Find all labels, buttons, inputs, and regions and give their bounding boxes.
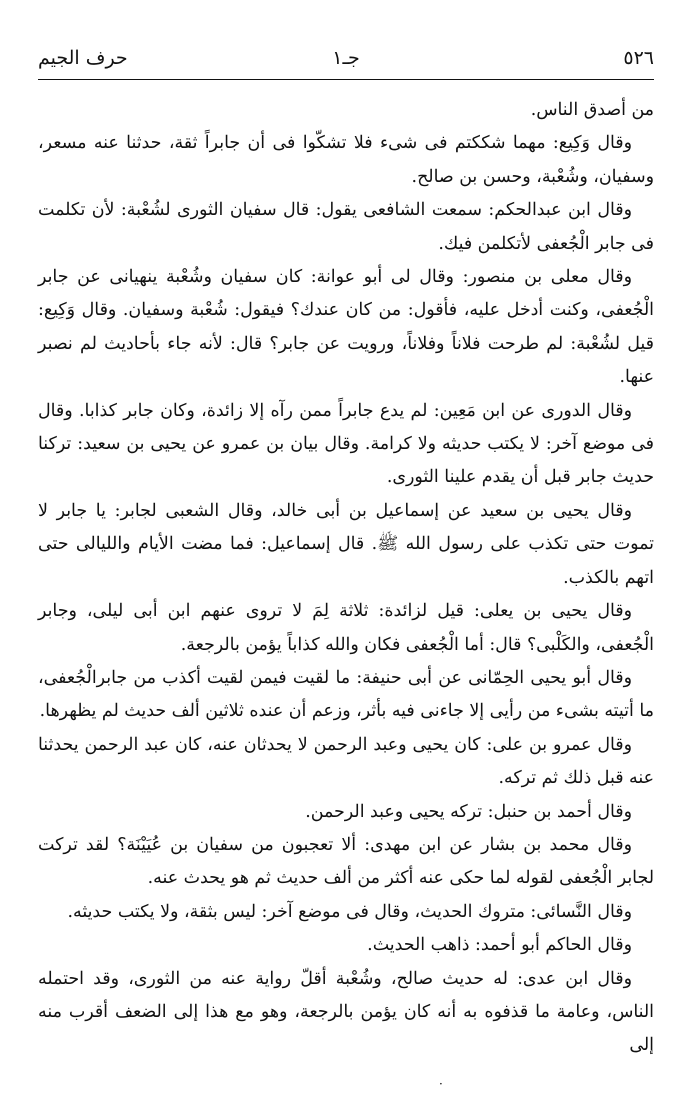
body-text <box>38 94 654 1063</box>
page-number: ٥٢٦ <box>623 47 654 69</box>
paragraph: وقال الحاكم أبو أحمد: ذاهب الحديث. <box>367 935 632 956</box>
paragraph: وقال يحيى بن يعلى: قيل لزائدة: ثلاثة لِمَ لا تروى عنهم ابن أبى ليلى، وجابر الْجُعفى، والكَلْبى؟ قال: أما الْجُعفى فكان والله كذاباً يؤمن بالرجعة. <box>38 601 654 655</box>
header-divider <box>38 79 654 80</box>
paragraph: وقال معلى بن منصور: وقال لى أبو عوانة: كان سفيان وشُعْبة ينهيانى عن جابر الْجُعفى، وكنت أدخل عليه، فأقول: من كان عندك؟ فيقول: شُعْبة وسفيان. وقال وَكِيع: قيل لشُعْبة: لم طرحت فلاناً وفلاناً، ورويت عن جابر؟ قال: لأنه جاء بأحاديث لم نصبر عنها. <box>38 267 654 388</box>
paragraph: من أصدق الناس. <box>530 100 654 120</box>
paragraph: وقال ابن عبدالحكم: سمعت الشافعى يقول: قال سفيان الثورى لشُعْبة: لأن تكلمت فى جابر الْجُعفى لأتكلمن فيك. <box>38 200 654 254</box>
running-header <box>38 44 654 74</box>
paragraph: وقال أبو يحيى الحِمّانى عن أبى حنيفة: ما لقيت فيمن لقيت أكذب من جابرالْجُعفى، ما أتيته بشىء من رأيى إلا جاءنى فيه بأثر، وزعم أن عنده ثلاثين ألف حديث لم يظهرها. <box>38 667 654 722</box>
paragraph: وقال يحيى بن سعيد عن إسماعيل بن أبى خالد، وقال الشعبى لجابر: يا جابر لا تموت حتى تكذب على رسول الله ﷺ. قال إسماعيل: فما مضت الأيام والليالى حتى اتهم بالكذب. <box>38 500 654 588</box>
paragraph: وقال عمرو بن على: كان يحيى وعبد الرحمن لا يحدثان عنه، كان عبد الرحمن يحدثنا عنه قبل ذلك ثم تركه. <box>38 734 654 789</box>
paragraph: وقال وَكِيع: مهما شككتم فى شىء فلا تشكّوا فى أن جابراً ثقة، حدثنا عنه مسعر، وسفيان، وشُعْبة، وحسن بن صالح. <box>38 133 654 187</box>
paragraph: وقال النَّسائى: متروك الحديث، وقال فى موضع آخر: ليس بثقة، ولا يكتب حديثه. <box>67 901 632 922</box>
paragraph: وقال محمد بن بشار عن ابن مهدى: ألا تعجبون من سفيان بن عُيَيْنَة؟ لقد تركت لجابر الْجُعفى لقوله لما حكى عنه أكثر من ألف حديث ثم هو يحدث عنه. <box>38 834 654 889</box>
scan-speck: · <box>439 1077 443 1091</box>
chapter-title: حرف الجيم <box>38 47 128 69</box>
paragraph: وقال أحمد بن حنبل: تركه يحيى وعبد الرحمن. <box>305 801 632 822</box>
paragraph: وقال الدورى عن ابن مَعِين: لم يدع جابراً ممن رآه إلا زائدة، وكان جابر كذابا. وقال فى موضع آخر: لا يكتب حديثه ولا كرامة. وقال بيان بن عمرو عن يحيى بن سعيد: تركنا حديث جابر قبل أن يقدم علينا الثورى. <box>38 400 654 488</box>
paragraph: وقال ابن عدى: له حديث صالح، وشُعْبة أقلّ رواية عنه من الثورى، وقد احتمله الناس، وعامة ما قذفوه به أنه كان يؤمن بالرجعة، وهو مع هذا إلى الضعف أقرب منه إلى <box>38 968 654 1056</box>
volume-marker: جـ١ <box>332 47 360 69</box>
